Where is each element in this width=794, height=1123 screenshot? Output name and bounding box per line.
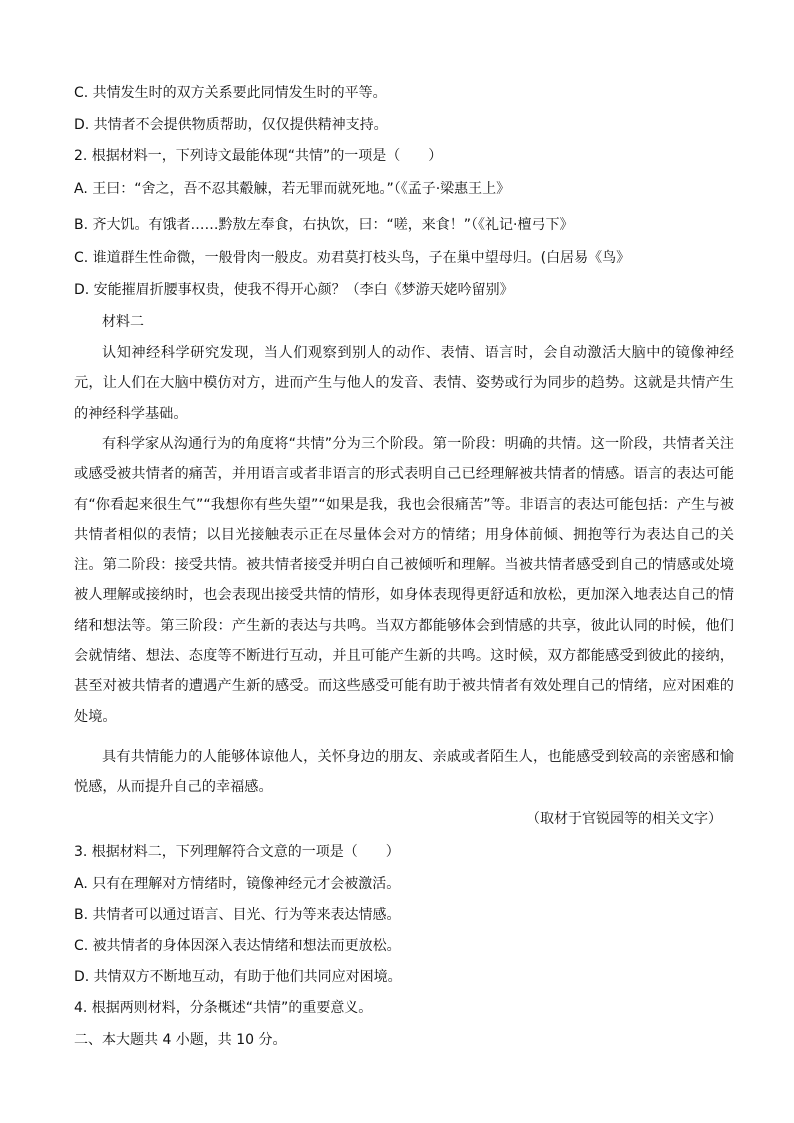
material2-paragraph-2: 有科学家从沟通行为的角度将“共情”分为三个阶段。第一阶段：明确的共情。这一阶段，共情者关注或感受被共情者的痛苦，并用语言或者非语言的形式表明自己已经理解被共情者的情感。语言的表达可能有“你看起来很生气”“我想你有些失望”“如果是我，我也会很痛苦”等。非语言的表达可能包括：产生与被共情者相似的表情；以目光接触表示正在尽量体会对方的情绪；用身体前倾、拥抱等行为表达自己的关注。第二阶段：接受共情。被共情者接受并明白自己被倾听和理解。当被共情者感受到自己的情感或处境被人理解或接纳时，也会表现出接受共情的情形，如身体表现得更舒适和放松，更加深入地表达自己的情绪和想法等。第三阶段：产生新的表达与共鸣。当双方都能够体会到情感的共享，彼此认同的时候，他们会就情绪、想法、态度等不断进行互动，并且可能产生新的共鸣。这时候，双方都能感受到彼此的接纳，甚至对被共情者的遭遇产生新的感受。而这些感受可能有助于被共情者有效处理自己的情绪，应对困难的处境。 (74, 436, 734, 725)
material2-paragraph-1: 认知神经科学研究发现，当人们观察到别人的动作、表情、语言时，会自动激活大脑中的镜像神经元，让人们在大脑中模仿对方，进而产生与他人的发音、表情、姿势或行为同步的趋势。这就是共情产生的神经科学基础。 (74, 345, 734, 422)
q1-option-c: C. 共情发生时的双方关系要此同情发生时的平等。 (74, 85, 387, 101)
q3-option-c: C. 被共情者的身体因深入表达情绪和想法而更放松。 (74, 938, 401, 954)
material2-heading: 材料二 (102, 314, 144, 330)
q3-option-d: D. 共情双方不断地互动，有助于他们共同应对困境。 (74, 969, 402, 985)
q2-stem: 2. 根据材料一，下列诗文最能体现“共情”的一项是（ ） (74, 148, 443, 164)
material2-source: （取材于官锐园等的相关文字） (526, 811, 722, 827)
material2-paragraph-3: 具有共情能力的人能够体谅他人，关怀身边的朋友、亲戚或者陌生人，也能感受到较高的亲密感和愉悦感，从而提升自己的幸福感。 (74, 749, 734, 796)
q4-stem: 4. 根据两则材料，分条概述“共情”的重要意义。 (74, 1000, 373, 1016)
q2-option-a: A. 王曰：“舍之，吾不忍其觳觫，若无罪而就死地。”（《孟子·梁惠王上》 (74, 181, 511, 197)
q1-option-d: D. 共情者不会提供物质帮助，仅仅提供精神支持。 (74, 117, 388, 133)
q3-option-b: B. 共情者可以通过语言、目光、行为等来表达情感。 (74, 907, 401, 923)
q2-option-d: D. 安能摧眉折腰事权贵，使我不得开心颜？（李白《梦游天姥吟留别》 (74, 282, 514, 298)
section-2-title: 二、本大题共 4 小题，共 10 分。 (74, 1032, 287, 1048)
q2-option-b: B. 齐大饥。有饿者……黔敖左奉食，右执饮，曰：“嗟，来食！”（《礼记·檀弓下》 (74, 217, 574, 233)
q3-stem: 3. 根据材料二，下列理解符合文意的一项是（ ） (74, 844, 400, 860)
q3-option-a: A. 只有在理解对方情绪时，镜像神经元才会被激活。 (74, 876, 401, 892)
q2-option-c: C. 谁道群生性命微，一般骨肉一般皮。劝君莫打枝头鸟，子在巢中望母归。(白居易《鸟》 (74, 250, 631, 266)
